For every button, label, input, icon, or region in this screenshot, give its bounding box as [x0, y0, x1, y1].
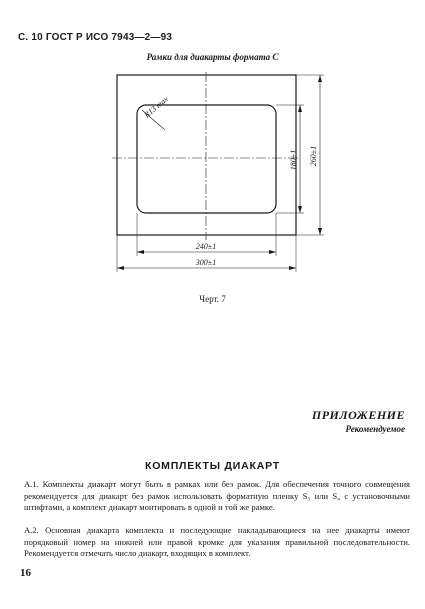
page-number: 16	[20, 567, 31, 579]
outer-frame	[117, 75, 296, 235]
appendix-title: ПРИЛОЖЕНИЕ	[311, 408, 405, 422]
inner-height-label: 180±1	[289, 149, 298, 171]
inner-width-label: 240±1	[195, 242, 217, 251]
outer-height-label: 260±1	[309, 145, 318, 167]
figure-caption: Черт. 7	[199, 294, 226, 304]
appendix-subtitle: Рекомендуемое	[345, 424, 405, 434]
radius-label: R13 max	[142, 94, 170, 120]
paragraph-a1: А.1. Комплекты диакарт могут быть в рамках или без рамок. Для обеспечения точного совмещения рекомендуется для диакарт без рамок использовать форматную пленку S₃ или S₄ с установочными штифтами, а комплект диакарт монтировать в одной и той же рамке.	[24, 479, 410, 512]
paragraph-a2: А.2. Основная диакарта комплекта и последующие накладывающиеся на нее диакарты имеют порядковый номер на нижней или правой кромке для указания правильной последовательности. Рекомендуется отмечать число диакарт, входящих в комплект.	[24, 525, 410, 558]
figure-title: Рамки для диакарты формата С	[146, 52, 279, 62]
document-header: С. 10 ГОСТ Р ИСО 7943—2—93	[18, 32, 173, 43]
inner-window	[137, 105, 276, 213]
outer-width-label: 300±1	[195, 258, 217, 267]
section-title: КОМПЛЕКТЫ ДИАКАРТ	[144, 460, 280, 472]
frame-drawing	[0, 60, 425, 290]
